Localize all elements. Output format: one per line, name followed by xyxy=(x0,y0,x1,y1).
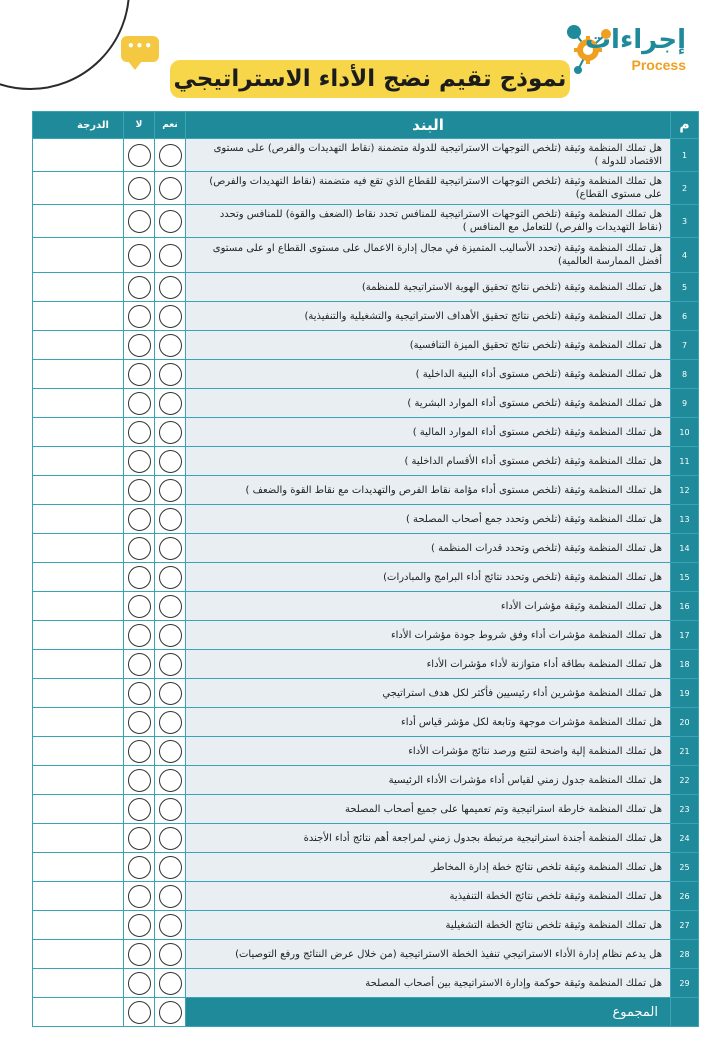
total-grade-cell[interactable] xyxy=(33,998,124,1027)
row-no-cell xyxy=(124,302,155,331)
table-row xyxy=(33,563,699,592)
row-number: 4 xyxy=(671,238,699,273)
row-yes-circle[interactable] xyxy=(159,827,182,850)
row-item-text: هل تملك المنظمة بطاقة أداء متوازنة لأداء مؤشرات الأداء xyxy=(186,650,671,679)
row-item-text: هل تملك المنظمة مؤشرات موجهة وتابعة لكل مؤشر قياس أداء xyxy=(186,708,671,737)
row-no-cell xyxy=(124,360,155,389)
table-body xyxy=(33,139,699,998)
row-number: 22 xyxy=(671,766,699,795)
row-no-cell xyxy=(124,824,155,853)
row-yes-circle[interactable] xyxy=(159,305,182,328)
row-no-circle[interactable] xyxy=(128,798,151,821)
row-grade-cell[interactable] xyxy=(33,389,124,418)
row-number: 26 xyxy=(671,882,699,911)
row-yes-circle[interactable] xyxy=(159,177,182,200)
row-grade-cell[interactable] xyxy=(33,882,124,911)
table-row xyxy=(33,708,699,737)
row-no-cell xyxy=(124,679,155,708)
row-no-cell xyxy=(124,331,155,360)
row-item-text: هل تملك المنظمة وثيقة تلخص نتائج خطة إدارة المخاطر xyxy=(186,853,671,882)
row-yes-cell xyxy=(155,205,186,238)
row-no-circle[interactable] xyxy=(128,363,151,386)
row-yes-cell xyxy=(155,476,186,505)
row-no-circle[interactable] xyxy=(128,537,151,560)
row-number: 3 xyxy=(671,205,699,238)
row-no-circle[interactable] xyxy=(128,624,151,647)
row-no-cell xyxy=(124,911,155,940)
table-row xyxy=(33,592,699,621)
row-no-cell xyxy=(124,139,155,172)
table-row xyxy=(33,621,699,650)
row-grade-cell[interactable] xyxy=(33,650,124,679)
row-item-text: هل تملك المنظمة وثيقة (تلخص التوجهات الاستراتيجية للقطاع الذي تقع فيه متضمنة (نقاط التهديدات والفرص) على مستوى القطاع) xyxy=(186,172,671,205)
row-grade-cell[interactable] xyxy=(33,534,124,563)
total-no-circle[interactable] xyxy=(128,1001,151,1024)
table-row xyxy=(33,447,699,476)
row-grade-cell[interactable] xyxy=(33,679,124,708)
table-row xyxy=(33,331,699,360)
row-yes-cell xyxy=(155,139,186,172)
row-number: 7 xyxy=(671,331,699,360)
row-no-cell xyxy=(124,853,155,882)
row-number: 9 xyxy=(671,389,699,418)
row-yes-circle[interactable] xyxy=(159,624,182,647)
table-header-row xyxy=(33,112,699,139)
row-yes-cell xyxy=(155,911,186,940)
row-number: 2 xyxy=(671,172,699,205)
row-number: 20 xyxy=(671,708,699,737)
assessment-table-wrapper xyxy=(32,111,698,1027)
row-no-circle[interactable] xyxy=(128,914,151,937)
row-no-circle[interactable] xyxy=(128,595,151,618)
process-logo xyxy=(564,20,704,80)
row-number: 8 xyxy=(671,360,699,389)
row-number: 27 xyxy=(671,911,699,940)
row-item-text: هل تملك المنظمة جدول زمني لقياس أداء مؤشرات الأداء الرئيسية xyxy=(186,766,671,795)
row-yes-circle[interactable] xyxy=(159,244,182,267)
row-no-cell xyxy=(124,940,155,969)
table-row xyxy=(33,737,699,766)
total-number-cell xyxy=(671,998,699,1027)
table-row xyxy=(33,650,699,679)
table-row xyxy=(33,882,699,911)
row-no-cell xyxy=(124,172,155,205)
row-number: 5 xyxy=(671,273,699,302)
row-number: 24 xyxy=(671,824,699,853)
row-item-text: هل تملك المنظمة وثيقة (تلخص نتائج تحقيق الهوية الاستراتيجية للمنظمة) xyxy=(186,273,671,302)
row-yes-circle[interactable] xyxy=(159,682,182,705)
row-yes-circle[interactable] xyxy=(159,508,182,531)
page-title-banner xyxy=(170,60,570,98)
row-item-text: هل تملك المنظمة مؤشرات أداء وفق شروط جودة مؤشرات الأداء xyxy=(186,621,671,650)
logo-english-text: Process xyxy=(631,57,686,73)
row-grade-cell[interactable] xyxy=(33,795,124,824)
row-item-text: هل تملك المنظمة وثيقة (تلخص نتائج تحقيق الميزة التنافسية) xyxy=(186,331,671,360)
table-row xyxy=(33,139,699,172)
row-item-text: هل تملك المنظمة وثيقة حوكمة وإدارة الاستراتيجية بين أصحاب المصلحة xyxy=(186,969,671,998)
row-item-text: هل تملك المنظمة مؤشرين أداء رئيسيين فأكثر لكل هدف استراتيجي xyxy=(186,679,671,708)
row-number: 25 xyxy=(671,853,699,882)
row-yes-circle[interactable] xyxy=(159,334,182,357)
row-grade-cell[interactable] xyxy=(33,360,124,389)
row-yes-cell xyxy=(155,853,186,882)
column-header-grade: الدرجة xyxy=(33,112,124,139)
row-item-text: هل تملك المنظمة وثيقة (تلخص التوجهات الاستراتيجية للدولة متضمنة (نقاط التهديدات والفرص) على مستوى الاقتصاد للدولة ) xyxy=(186,139,671,172)
row-grade-cell[interactable] xyxy=(33,592,124,621)
row-item-text: هل تملك المنظمة إلية واضحة لتتبع ورصد نتائج مؤشرات الأداء xyxy=(186,737,671,766)
row-grade-cell[interactable] xyxy=(33,331,124,360)
row-yes-circle[interactable] xyxy=(159,711,182,734)
table-row xyxy=(33,911,699,940)
row-yes-circle[interactable] xyxy=(159,972,182,995)
row-grade-cell[interactable] xyxy=(33,853,124,882)
row-no-circle[interactable] xyxy=(128,885,151,908)
total-yes-cell xyxy=(155,998,186,1027)
row-item-text: هل تملك المنظمة وثيقة (تلخص مستوى أداء الموارد المالية ) xyxy=(186,418,671,447)
row-no-cell xyxy=(124,882,155,911)
row-no-cell xyxy=(124,389,155,418)
row-no-cell xyxy=(124,650,155,679)
row-yes-circle[interactable] xyxy=(159,537,182,560)
row-number: 19 xyxy=(671,679,699,708)
row-no-circle[interactable] xyxy=(128,827,151,850)
row-yes-circle[interactable] xyxy=(159,653,182,676)
row-yes-cell xyxy=(155,331,186,360)
row-grade-cell[interactable] xyxy=(33,302,124,331)
assessment-table xyxy=(32,111,699,1027)
chat-bubble-icon xyxy=(121,36,159,62)
row-yes-cell xyxy=(155,505,186,534)
row-item-text: هل تملك المنظمة وثيقة (تحدد الأساليب المتميزة في مجال إدارة الاعمال على مستوى القطاع او على مستوى أفضل الممارسة العالمية) xyxy=(186,238,671,273)
row-yes-cell xyxy=(155,238,186,273)
row-no-circle[interactable] xyxy=(128,972,151,995)
table-row xyxy=(33,795,699,824)
row-yes-circle[interactable] xyxy=(159,914,182,937)
table-row xyxy=(33,824,699,853)
row-no-circle[interactable] xyxy=(128,682,151,705)
row-yes-cell xyxy=(155,172,186,205)
row-number: 16 xyxy=(671,592,699,621)
row-no-circle[interactable] xyxy=(128,177,151,200)
table-row xyxy=(33,534,699,563)
row-grade-cell[interactable] xyxy=(33,824,124,853)
row-number: 29 xyxy=(671,969,699,998)
row-grade-cell[interactable] xyxy=(33,737,124,766)
row-yes-cell xyxy=(155,737,186,766)
row-no-cell xyxy=(124,737,155,766)
row-yes-circle[interactable] xyxy=(159,450,182,473)
column-header-yes: نعم xyxy=(155,112,186,139)
row-number: 15 xyxy=(671,563,699,592)
table-row xyxy=(33,853,699,882)
table-row xyxy=(33,205,699,238)
row-grade-cell[interactable] xyxy=(33,418,124,447)
row-yes-circle[interactable] xyxy=(159,210,182,233)
row-no-cell xyxy=(124,476,155,505)
total-label: المجموع xyxy=(186,998,671,1027)
decorative-circle xyxy=(0,0,130,90)
row-no-circle[interactable] xyxy=(128,450,151,473)
row-number: 6 xyxy=(671,302,699,331)
row-item-text: هل تملك المنظمة وثيقة (تلخص مستوى أداء البنية الداخلية ) xyxy=(186,360,671,389)
table-row xyxy=(33,505,699,534)
table-row xyxy=(33,389,699,418)
row-grade-cell[interactable] xyxy=(33,139,124,172)
row-yes-cell xyxy=(155,592,186,621)
row-number: 11 xyxy=(671,447,699,476)
row-yes-cell xyxy=(155,302,186,331)
row-no-circle[interactable] xyxy=(128,856,151,879)
row-no-circle[interactable] xyxy=(128,943,151,966)
page-title: نموذج تقيم نضج الأداء الاستراتيجي xyxy=(173,66,567,92)
column-header-item: البند xyxy=(186,112,671,139)
table-row xyxy=(33,273,699,302)
row-yes-cell xyxy=(155,679,186,708)
row-number: 1 xyxy=(671,139,699,172)
row-no-cell xyxy=(124,795,155,824)
row-no-circle[interactable] xyxy=(128,276,151,299)
row-yes-circle[interactable] xyxy=(159,363,182,386)
row-yes-circle[interactable] xyxy=(159,856,182,879)
row-no-circle[interactable] xyxy=(128,566,151,589)
row-yes-cell xyxy=(155,882,186,911)
row-no-circle[interactable] xyxy=(128,711,151,734)
row-yes-circle[interactable] xyxy=(159,392,182,415)
row-yes-cell xyxy=(155,621,186,650)
row-grade-cell[interactable] xyxy=(33,911,124,940)
table-row xyxy=(33,172,699,205)
row-no-cell xyxy=(124,592,155,621)
row-no-circle[interactable] xyxy=(128,740,151,763)
column-header-number: م xyxy=(671,112,699,139)
row-number: 13 xyxy=(671,505,699,534)
row-grade-cell[interactable] xyxy=(33,969,124,998)
row-yes-cell xyxy=(155,969,186,998)
row-no-cell xyxy=(124,205,155,238)
row-item-text: هل تملك المنظمة وثيقة (تلخص مستوى أداء الموارد البشرية ) xyxy=(186,389,671,418)
row-yes-circle[interactable] xyxy=(159,421,182,444)
chat-bubble-dots: ••• xyxy=(126,39,153,53)
row-no-circle[interactable] xyxy=(128,144,151,167)
row-item-text: هل تملك المنظمة وثيقة (تلخص مستوى أداء الأقسام الداخلية ) xyxy=(186,447,671,476)
row-yes-cell xyxy=(155,389,186,418)
row-no-circle[interactable] xyxy=(128,244,151,267)
row-grade-cell[interactable] xyxy=(33,447,124,476)
row-item-text: هل يدعم نظام إدارة الأداء الاستراتيجي تنفيذ الخطة الاستراتيجية (من خلال عرض النتائج ورفع التوصيات) xyxy=(186,940,671,969)
table-row xyxy=(33,679,699,708)
table-row xyxy=(33,238,699,273)
row-item-text: هل تملك المنظمة وثيقة (تلخص نتائج تحقيق الأهداف الاستراتيجية والتشغيلية والتنفيذية) xyxy=(186,302,671,331)
row-grade-cell[interactable] xyxy=(33,940,124,969)
row-grade-cell[interactable] xyxy=(33,766,124,795)
row-no-circle[interactable] xyxy=(128,508,151,531)
row-grade-cell[interactable] xyxy=(33,505,124,534)
row-item-text: هل تملك المنظمة وثيقة (تلخص وتحدد جمع أصحاب المصلحة ) xyxy=(186,505,671,534)
row-no-circle[interactable] xyxy=(128,421,151,444)
row-yes-circle[interactable] xyxy=(159,943,182,966)
row-number: 17 xyxy=(671,621,699,650)
row-item-text: هل تملك المنظمة وثيقة (تلخص مستوى أداء مؤامة نقاط الفرص والتهديدات مع نقاط القوة والضعف ) xyxy=(186,476,671,505)
row-grade-cell[interactable] xyxy=(33,563,124,592)
row-number: 18 xyxy=(671,650,699,679)
row-item-text: هل تملك المنظمة وثيقة تلخص نتائج الخطة التشغيلية xyxy=(186,911,671,940)
row-yes-cell xyxy=(155,766,186,795)
row-yes-cell xyxy=(155,708,186,737)
row-grade-cell[interactable] xyxy=(33,205,124,238)
row-no-circle[interactable] xyxy=(128,769,151,792)
row-item-text: هل تملك المنظمة وثيقة (تلخص وتحدد قدرات المنظمة ) xyxy=(186,534,671,563)
row-item-text: هل تملك المنظمة وثيقة (تلخص التوجهات الاستراتيجية للمنافس تحدد نقاط (الضعف والقوة) للمنافس وتحدد (نقاط التهديدات والفرص) للتعامل مع المنافس ) xyxy=(186,205,671,238)
total-row xyxy=(33,998,699,1027)
row-no-cell xyxy=(124,418,155,447)
row-number: 12 xyxy=(671,476,699,505)
row-no-cell xyxy=(124,563,155,592)
table-row xyxy=(33,940,699,969)
table-row xyxy=(33,766,699,795)
row-number: 21 xyxy=(671,737,699,766)
row-no-circle[interactable] xyxy=(128,305,151,328)
row-item-text: هل تملك المنظمة وثيقة مؤشرات الأداء xyxy=(186,592,671,621)
row-yes-circle[interactable] xyxy=(159,276,182,299)
table-row xyxy=(33,418,699,447)
row-no-cell xyxy=(124,505,155,534)
row-number: 14 xyxy=(671,534,699,563)
row-grade-cell[interactable] xyxy=(33,238,124,273)
row-item-text: هل تملك المنظمة أجندة استراتيجية مرتبطة بجدول زمني لمراجعة أهم نتائج أداء الأجندة xyxy=(186,824,671,853)
table-row xyxy=(33,476,699,505)
row-yes-cell xyxy=(155,563,186,592)
row-grade-cell[interactable] xyxy=(33,621,124,650)
row-yes-cell xyxy=(155,273,186,302)
row-no-cell xyxy=(124,766,155,795)
row-grade-cell[interactable] xyxy=(33,476,124,505)
row-item-text: هل تملك المنظمة وثيقة تلخص نتائج الخطة التنفيذية xyxy=(186,882,671,911)
row-yes-circle[interactable] xyxy=(159,798,182,821)
table-row xyxy=(33,360,699,389)
row-yes-cell xyxy=(155,824,186,853)
row-no-cell xyxy=(124,708,155,737)
row-no-cell xyxy=(124,534,155,563)
row-no-cell xyxy=(124,238,155,273)
row-number: 23 xyxy=(671,795,699,824)
table-row xyxy=(33,969,699,998)
column-header-no: لا xyxy=(124,112,155,139)
row-no-circle[interactable] xyxy=(128,210,151,233)
total-yes-circle[interactable] xyxy=(159,1001,182,1024)
row-no-circle[interactable] xyxy=(128,392,151,415)
row-yes-circle[interactable] xyxy=(159,595,182,618)
row-grade-cell[interactable] xyxy=(33,172,124,205)
row-yes-circle[interactable] xyxy=(159,769,182,792)
row-number: 28 xyxy=(671,940,699,969)
row-no-cell xyxy=(124,969,155,998)
row-number: 10 xyxy=(671,418,699,447)
row-yes-cell xyxy=(155,940,186,969)
row-grade-cell[interactable] xyxy=(33,273,124,302)
total-no-cell xyxy=(124,998,155,1027)
row-yes-circle[interactable] xyxy=(159,566,182,589)
row-yes-cell xyxy=(155,418,186,447)
row-no-cell xyxy=(124,447,155,476)
row-no-circle[interactable] xyxy=(128,479,151,502)
row-yes-circle[interactable] xyxy=(159,144,182,167)
row-no-circle[interactable] xyxy=(128,334,151,357)
row-grade-cell[interactable] xyxy=(33,708,124,737)
row-yes-cell xyxy=(155,534,186,563)
row-yes-circle[interactable] xyxy=(159,885,182,908)
row-yes-cell xyxy=(155,360,186,389)
row-yes-cell xyxy=(155,795,186,824)
table-row xyxy=(33,302,699,331)
row-no-cell xyxy=(124,621,155,650)
row-yes-cell xyxy=(155,447,186,476)
row-yes-cell xyxy=(155,650,186,679)
row-item-text: هل تملك المنظمة خارطة استراتيجية وتم تعميمها على جميع أصحاب المصلحة xyxy=(186,795,671,824)
logo-arabic-text: إجراءات xyxy=(584,25,686,55)
row-item-text: هل تملك المنظمة وثيقة (تلخص وتحدد نتائج أداء البرامج والمبادرات) xyxy=(186,563,671,592)
row-yes-circle[interactable] xyxy=(159,740,182,763)
row-no-circle[interactable] xyxy=(128,653,151,676)
row-yes-circle[interactable] xyxy=(159,479,182,502)
row-no-cell xyxy=(124,273,155,302)
